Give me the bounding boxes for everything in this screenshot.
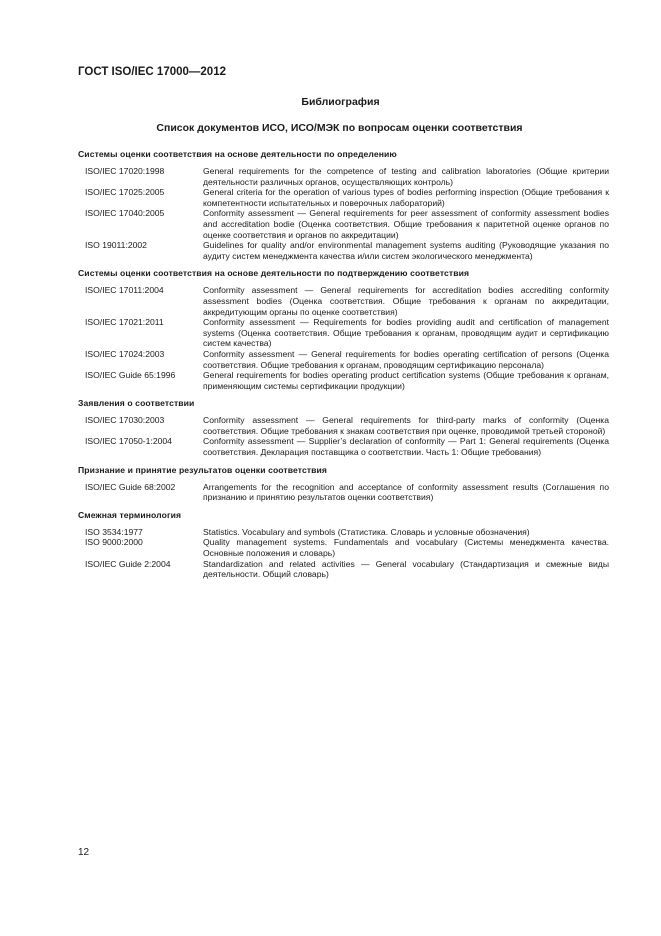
entry-ref: ISO/IEC Guide 2:2004 <box>85 558 171 569</box>
standard-header: ГОСТ ISO/IEC 17000—2012 <box>78 66 226 78</box>
entry-desc: General criteria for the operation of various types of bodies performing inspection (Общие требования к компетентности испытательных и поверочных лабораторий) <box>203 187 609 208</box>
entry-desc: Conformity assessment — General requirements for accreditation bodies accrediting conformity assessment bodies (Оценка соответствия. Общие требования к органам по аккредитации, аккредитующим органы по оценке соответствия) <box>203 285 609 317</box>
bibliography-entry <box>78 349 609 370</box>
entry-desc: Conformity assessment — General requirements for bodies operating certification of persons (Оценка соответствия. Общие требования к органам, проводящим сертификацию персонала) <box>203 348 609 370</box>
page-number: 12 <box>78 847 90 858</box>
bibliography-entry <box>78 436 609 457</box>
entry-ref: ISO/IEC 17011:2004 <box>85 285 164 296</box>
section-title-recognition: Признание и принятие результатов оценки соответствия <box>78 464 328 475</box>
bibliography-entry <box>78 482 609 503</box>
entry-ref: ISO/IEC 17050-1:2004 <box>85 436 172 447</box>
bibliography-entry <box>78 537 609 558</box>
entry-ref: ISO/IEC 17025:2005 <box>85 187 165 198</box>
bibliography-entry <box>78 559 609 580</box>
bibliography-entry <box>78 527 609 538</box>
entry-desc: General requirements for the competence of testing and calibration laboratories (Общие критерии деятельности различных органов, осуществляющих контроль) <box>203 166 609 187</box>
entry-ref: ISO/IEC Guide 68:2002 <box>85 481 176 492</box>
section-title-declarations: Заявления о соответствии <box>78 398 195 409</box>
bibliography-entry <box>78 166 609 187</box>
bibliography-entry <box>78 370 609 391</box>
entry-desc: Arrangements for the recognition and acceptance of conformity assessment results (Соглашения по признанию и принятию результатов оценки соответствия) <box>203 481 609 503</box>
entry-ref: ISO/IEC Guide 65:1996 <box>85 370 176 381</box>
page-subtitle: Список документов ИСО, ИСО/МЭК по вопросам оценки соответствия <box>156 122 523 134</box>
section-title-terminology: Смежная терминология <box>78 509 182 520</box>
bibliography-entry <box>78 285 609 317</box>
entry-desc: Standardization and related activities — General vocabulary (Стандартизация и смежные виды деятельности. Общий словарь) <box>203 558 609 580</box>
entry-ref: ISO 3534:1977 <box>85 526 143 537</box>
entry-desc: Conformity assessment — Supplier’s declaration of conformity — Part 1: General requirements (Оценка соответствия. Декларация поставщика о соответствии. Часть 1: Общие требования) <box>203 436 609 458</box>
entry-desc: Conformity assessment — General requirements for third-party marks of conformity (Оценка соответствия. Общие требования к знакам соответствия при оценке, проводимой третьей стороной) <box>203 415 609 436</box>
bibliography-content <box>78 149 609 580</box>
entry-desc: Guidelines for quality and/or environmental management systems auditing (Руководящие указания по аудиту систем менеджмента качества и/или систем экологического менеджмента) <box>203 240 609 261</box>
section-title-attestation: Системы оценки соответствия на основе деятельности по подтверждению соответствия <box>78 268 470 279</box>
section-title-determination: Системы оценки соответствия на основе деятельности по определению <box>78 149 397 159</box>
bibliography-entry <box>78 415 609 436</box>
entry-desc: Conformity assessment — Requirements for bodies providing audit and certification of management systems (Оценка соответствия. Общие требования к органам, проводящим аудит и сертификацию систем качества) <box>203 317 609 349</box>
entry-ref: ISO 9000:2000 <box>85 537 143 548</box>
entry-ref: ISO 19011:2002 <box>85 240 147 251</box>
entry-desc: Quality management systems. Fundamentals and vocabulary (Системы менеджмента качества. Основные положения и словарь) <box>203 537 609 559</box>
bibliography-entry <box>78 317 609 349</box>
entry-ref: ISO/IEC 17021:2011 <box>85 317 164 328</box>
bibliography-entry <box>78 187 609 208</box>
entry-desc: General requirements for bodies operating product certification systems (Общие требования к органам, применяющим системы сертификации продукции) <box>203 370 609 391</box>
entry-ref: ISO/IEC 17024:2003 <box>85 348 165 359</box>
page-title: Библиография <box>301 96 380 108</box>
entry-ref: ISO/IEC 17040:2005 <box>85 208 165 219</box>
bibliography-entry <box>78 208 609 240</box>
entry-desc: Conformity assessment — General requirements for peer assessment of conformity assessment bodies and accreditation bodie (Оценка соответствия. Общие требования к паритетной оценке органов по оценке соответствия и органов по аккредитации) <box>203 208 609 240</box>
entry-ref: ISO/IEC 17020:1998 <box>85 166 165 176</box>
entry-desc: Statistics. Vocabulary and symbols (Статистика. Словарь и условные обозначения) <box>203 526 530 537</box>
bibliography-entry <box>78 240 609 261</box>
entry-ref: ISO/IEC 17030:2003 <box>85 415 165 426</box>
